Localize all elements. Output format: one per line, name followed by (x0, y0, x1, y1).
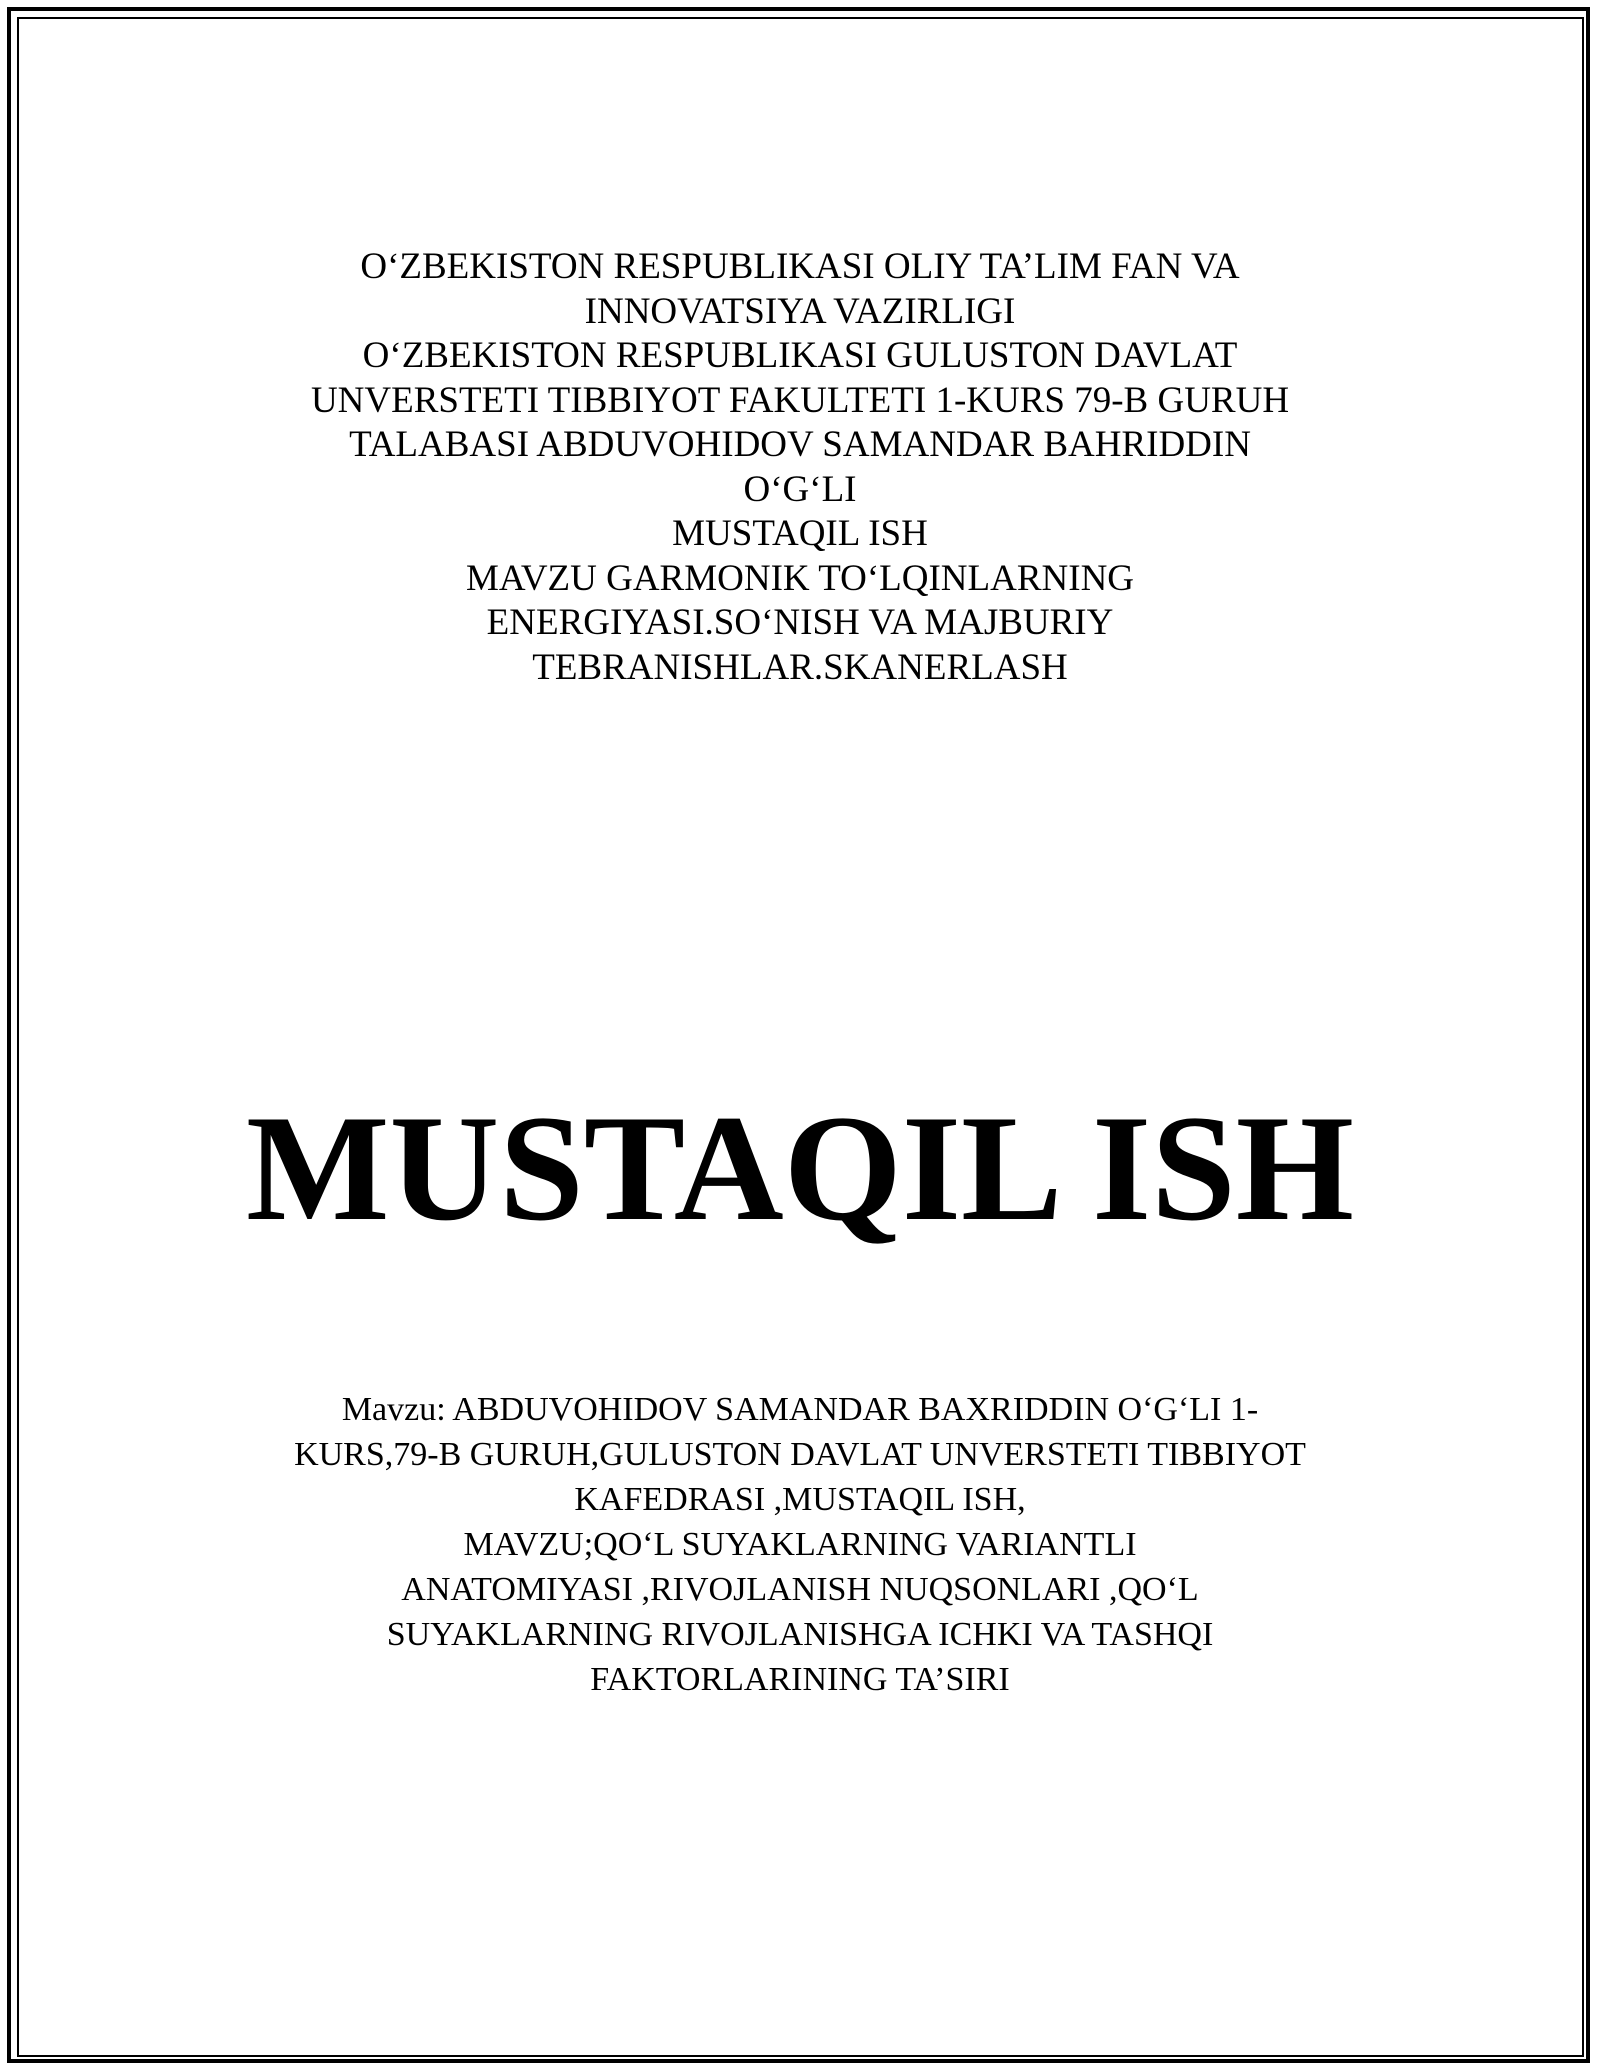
header-line: MUSTAQIL ISH (672, 513, 928, 554)
subject-line: SUYAKLARNING RIVOJLANISHGA ICHKI VA TASHQI (386, 1616, 1214, 1653)
header-line: O‘G‘LI (743, 468, 857, 510)
header-line: O‘ZBEKISTON RESPUBLIKASI OLIY TA’LIM FAN VA (360, 246, 1240, 287)
header-line: O‘ZBEKISTON RESPUBLIKASI GULUSTON DAVLAT (362, 335, 1238, 376)
subject-line: FAKTORLARINING TA’SIRI (590, 1661, 1010, 1698)
subject-line: KAFEDRASI ,MUSTAQIL ISH, (574, 1481, 1026, 1518)
subject-line: MAVZU;QO‘L SUYAKLARNING VARIANTLI (463, 1526, 1137, 1563)
ministry-header (0, 245, 1600, 690)
subject-block (0, 1387, 1600, 1702)
header-line: UNVERSTETI TIBBIYOT FAKULTETI 1-KURS 79-B GURUH (310, 379, 1290, 421)
header-line: TALABASI ABDUVOHIDOV SAMANDAR BAHRIDDIN (349, 424, 1251, 465)
header-line: TEBRANISHLAR.SKANERLASH (532, 646, 1068, 688)
header-line: INNOVATSIYA VAZIRLIGI (584, 290, 1016, 332)
subject-line: Mavzu: ABDUVOHIDOV SAMANDAR BAXRIDDIN O‘G‘LI 1- (341, 1391, 1259, 1428)
page-title: MUSTAQIL ISH (246, 1084, 1354, 1252)
subject-line: KURS,79-B GURUH,GULUSTON DAVLAT UNVERSTETI TIBBIYOT (294, 1436, 1306, 1473)
header-line: ENERGIYASI.SO‘NISH VA MAJBURIY (486, 602, 1114, 643)
subject-line: ANATOMIYASI ,RIVOJLANISH NUQSONLARI ,QO‘L (401, 1571, 1199, 1608)
header-line: MAVZU GARMONIK TO‘LQINLARNING (465, 557, 1135, 599)
